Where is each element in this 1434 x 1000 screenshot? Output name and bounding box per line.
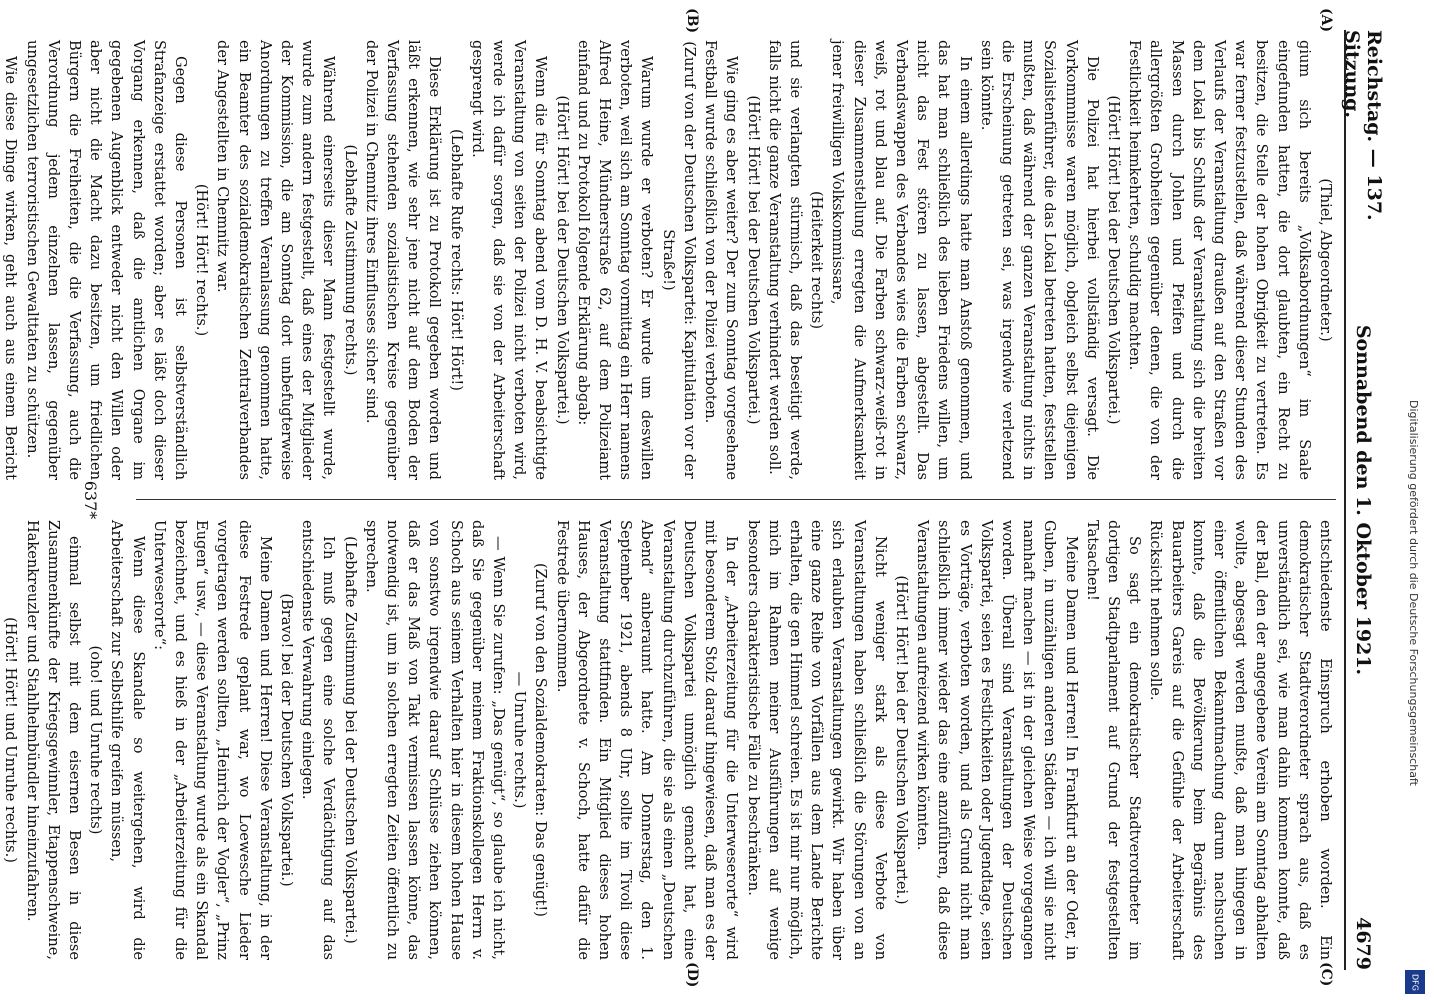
page-number: 4679 <box>1352 917 1374 970</box>
paragraph: Wie diese Dinge wirken, geht auch aus einem Bericht <box>2 56 20 480</box>
paragraph: In einem allerdings hatte man Anstoß genommen, und das hat man schließlich des lieben Friedens willen, um nicht das Fest stören zu lassen, abgestellt. Das Verbandswappen des Verbandes wies die Farben schwarz, weiß, rot und blau auf. Die Farben schwarz-weiß-rot in dieser Zusammenstellung erregten die Aufmerksamkeit jener freiwilligen Volkskommissare, <box>829 40 974 480</box>
paragraph: Gegen diese Personen ist selbstverständlich Strafanzeige erstattet worden; aber es läßt doch dieser Vorgang erkennen, daß die amtlichen Organe im gegebenen Augenblick entweder nicht den Willen oder aber nicht die Macht dazu besitzen, um friedlichen Bürgern die Freiheiten, die die Verfassung, auch die Verordnung jedem einzelnen lassen, gegenüber ungesetzlichen terroristischen Gewalttaten zu schützen. <box>23 40 190 480</box>
paragraph: entschiedenste Einspruch erhoben worden. Ein demokratischer Stadtverordneter sprach aus, daß es unverständlich sei, wie man dahin kommen konnte, daß der Ball, den der angegebene Verein am Sonntag abhalten wollte, abgesagt werden mußte, daß man hingegen in einer öffentlichen Bekanntmachung darum nachsuchen konnte, daß die Bevölkerung beim Begräbnis des Bauarbeiters Gareis auf die Gefühle der Arbeiterschaft Rücksicht nehmen solle. <box>1147 520 1334 960</box>
paragraph: So sagt ein demokratischer Stadtverordneter im dortigen Stadtparlament auf Grund der festgestellten Tatsachen! <box>1083 520 1144 960</box>
right-column <box>2 520 1336 960</box>
dfg-logo: DFG <box>1405 970 1425 994</box>
digitization-note-text: Digitalisierung gefördert durch die Deutsche Forschungsgemeinschaft <box>1407 400 1420 786</box>
header-left: Reichstag. — 137. Sitzung. <box>1341 30 1385 221</box>
paragraph: Wie ging es aber weiter? Der zum Sonntag vorgesehene Festball wurde schließlich von der Polizei verboten. <box>702 40 741 480</box>
interjection: (Hört! Hört! bei der Deutschen Volkspartei.) <box>553 95 571 425</box>
paragraph: Meine Damen und Herren! In Frankfurt an der Oder, in Guben, in unzähligen anderen Städten — ich will sie nicht namhaft machen — ist in der gleichen Weise vorgegangen worden. Überall sind Veranstaltungen der Deutschen Volkspartei, seien es Festlichkeiten oder Jugendtage, seien es Vorträge, verboten worden, und als Grund nicht man schließlich immer wieder das eine anzuführen, daß diese Veranstaltungen aufreizend wirken könnten. <box>914 520 1080 960</box>
interjection: (Hört! Hört! und Unruhe rechts.) <box>2 617 20 863</box>
left-column <box>2 40 1336 480</box>
margin-letter-c: (C) <box>1318 962 1334 987</box>
quotation: Wenn diese Skandale so weitergehen, wird die Arbeiterschaft zur Selbsthilfe greifen müssen, <box>108 520 147 960</box>
speaker-line: (Thiel, Abgeordneter.) <box>1317 178 1334 342</box>
header-center: Sonnabend den 1. Oktober 1921. <box>1352 324 1374 676</box>
interjection: (Zuruf von der Deutschen Volkspartei: Kapitulation vor der Straße!) <box>659 41 698 479</box>
paragraph: Warum wurde er verboten? Er wurde um deswillen verboten, weil sich am Sonntag vormittag ein Herr namens Alfred Heine, Mündnerstraße 62, auf dem Polizeiamt einfand und zu Protokoll folgende Erklärung abgab: <box>574 40 656 480</box>
interjection: (Lebhafte Rufe rechts: Hört! Hört!) <box>447 129 465 391</box>
paragraph: und sie verlangten stürmisch, daß das beseitigt werde, falls nicht die ganze Veranstaltung verhindert werden soll. <box>765 40 804 480</box>
quotation: einmal selbst mit dem eisernen Besen in diese Zusammenkünfte der Kriegsgewinnler, Etappenschweine, Hakenkreuzler und Stahlhelmbündler hineinzufahren. <box>23 520 84 960</box>
paragraph: gium sich bereits „Volksabordnungen“ im Saale eingefunden hatten, die dort glaubten, ein Recht zu besitzen, die Stelle der hohen Obrigkeit zu vertreten. Es war ferner festzustellen, daß während dieser Stunden des Verlaufs der Veranstaltung draußen auf den Straßen vor dem Lokal bis Schluß der Veranstaltung sich die breiten Massen durch Johlen und Pfeifen und durch die allergrößten Grobheiten gegenüber denen, die von der Festlichkeit heimkehrten, schuldig machten. <box>1126 40 1313 480</box>
interjection: (Hört! Hört! bei der Deutschen Volkspartei.) <box>744 95 762 425</box>
interjection: (oho! und Unruhe rechts) <box>87 645 105 835</box>
interjection: (Bravo! bei der Deutschen Volkspartei.) <box>278 593 296 887</box>
digitization-note <box>1405 400 1425 990</box>
interjection: (Zuruf von den Sozialdemokraten: Das genügt!) <box>532 563 550 917</box>
paragraph: Diese Erklärung ist zu Protokoll gegeben worden und läßt erkennen, wie sehr jene nicht auf dem Boden der Verfassung stehenden sozialistischen Kreise gegenüber der Polizei in Chemnitz ihres Einflusses sicher sind. <box>362 40 444 480</box>
paragraph: Während einerseits dieser Mann festgestellt wurde, wurde zum andern festgestellt, daß eines der Mitglieder der Kommission, die am Sonntag dort unbefugterweise Anordnungen zu treffen Veranlassung genommen hatte, ein Beamter des sozialdemokratischen Zentralverbandes der Angestellten in Chemnitz war. <box>214 40 338 480</box>
quotation: Wenn die für Sonntag abend vom D. H. V. beabsichtigte Veranstaltung von seiten der Polizei nicht verboten wird, werde ich dafür sorgen, daß sie von der Arbeiterschaft gesprengt wird. <box>468 40 550 480</box>
paragraph: Nicht weniger stark als diese Verbote von Veranstaltungen haben schließlich die Störungen von an sich erlaubten Veranstaltungen gewirkt. Wir haben über eine ganze Reihe von Vorfällen aus dem Lande Berichte erhalten, die gen Himmel schreien. Es ist mir nur möglich, mich im Rahmen meiner Ausführungen auf wenige besonders charakteristische Fälle zu beschränken. <box>744 520 889 960</box>
interjection: (Lebhafte Zustimmung rechts.) <box>341 144 359 376</box>
margin-letter-d: (D) <box>684 962 700 988</box>
interjection: (Hört! Hört! bei der Deutschen Volkspartei.) <box>1104 95 1122 425</box>
column-divider <box>136 499 1336 500</box>
paragraph: Meine Damen und Herren! Diese Veranstaltung, in der diese Festrede geplant war, wo Loewesche Lieder vorgetragen werden sollten, „Heinrich der Vogler“, „Prinz Eugen“ usw., — diese Veranstaltung wurde als ein Skandal bezeichnet, und es hieß in der „Arbeiterzeitung für die Unterweserorte“: <box>150 520 274 960</box>
paragraph: In der „Arbeiterzeitung für die Unterweserorte“ wird mit besonderem Stolz darauf hingewiesen, daß man es der Deutschen Volkspartei unmöglich gemacht hat, eine Veranstaltung durchzuführen, die sie als einen „Deutschen Abend“ anberaumt hatte. Am Donnerstag, den 1. September 1921, abends 8 Uhr, sollte im Tivoli diese Veranstaltung stattfinden. Ein Mitglied dieses hohen Hauses, der Abgeordnete v. Schoch, hatte dafür die Festrede übernommen. <box>553 520 741 960</box>
interjection: (Heiterkeit rechts) <box>808 190 826 330</box>
page-header <box>1341 30 1385 970</box>
margin-letter-b: (B) <box>684 8 700 34</box>
paragraph: Ich muß gegen eine solche Verdächtigung auf das entschiedenste Verwahrung einlegen. <box>299 520 338 960</box>
paragraph: Die Polizei hat hierbei vollständig versagt. Die Vorkommnisse waren möglich, obgleich selbst diejenigen Sozialistenführer, die das Lokal betreten hatten, feststellen mußten, daß während der ganzen Veranstaltung nichts in die Erscheinung getreten sei, was irgendwie verletzend sein könnte. <box>977 40 1101 480</box>
margin-letter-a: (A) <box>1318 8 1334 33</box>
interjection: — Unruhe rechts.) <box>511 671 529 809</box>
interjection: (Hört! Hört! bei der Deutschen Volkspartei.) <box>892 575 910 905</box>
interjection: (Lebhafte Zustimmung bei der Deutschen Volkspartei.) <box>341 536 359 944</box>
paragraph: — Wenn Sie zurufen: „Das genügt“, so glaube ich nicht, daß Sie gegenüber meinem Fraktionskollegen Herrn v. Schoch aus seinem Verhalten hier in diesem hohen Hause von sonstwo irgendwie darauf Schlüsse ziehen können, daß er das Maß von Takt vermissen lassen könne, das notwendig ist, um in solchen erregten Zeiten öffentlich zu sprechen. <box>362 520 508 960</box>
page-footer: 637* <box>81 480 100 520</box>
interjection: (Hört! Hört! rechts.) <box>193 183 211 337</box>
